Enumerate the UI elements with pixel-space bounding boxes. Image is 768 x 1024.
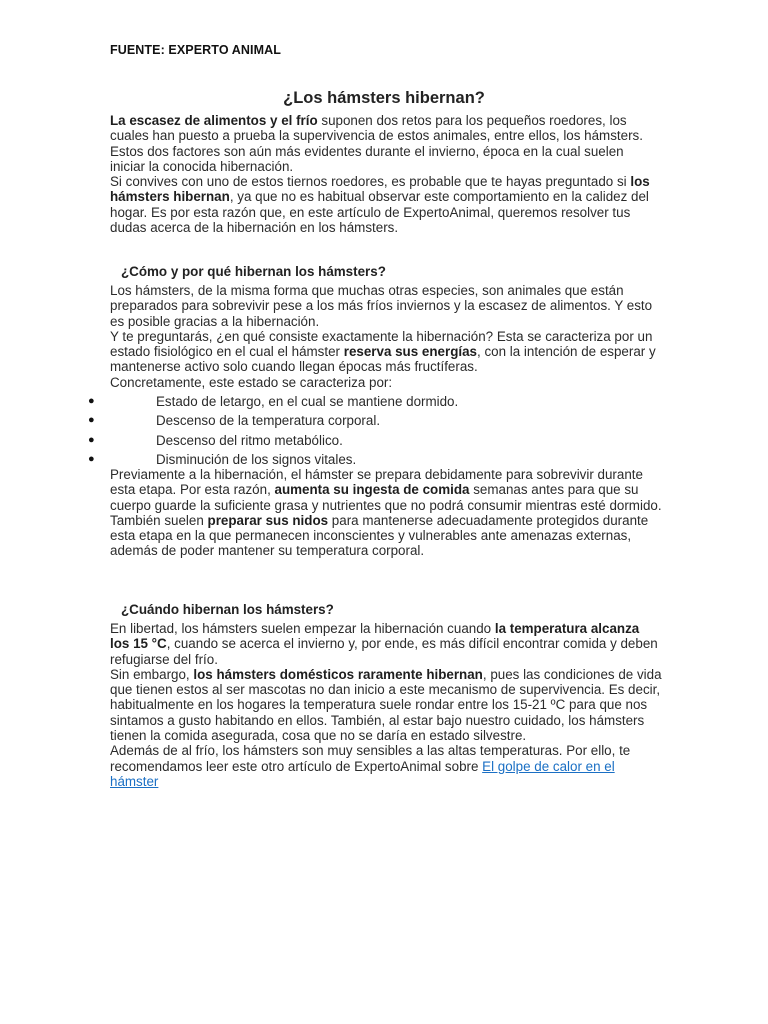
- page-title: ¿Los hámsters hibernan?: [283, 89, 485, 107]
- bullet-icon: ●: [88, 414, 95, 427]
- list-item-text: Descenso de la temperatura corporal.: [156, 413, 381, 429]
- list-item-text: Descenso del ritmo metabólico.: [156, 432, 343, 448]
- section-1-body: [110, 283, 662, 390]
- section-1-text-4b: semanas antes para que su cuerpo guarde la suficiente grasa y nutrientes que no podrá consumir mientras esté dormido. También suelen: [110, 482, 662, 528]
- section-2-text-2b: , pues las condiciones de vida que tienen estos al ser mascotas no dan inicio a este mecanismo de supervivencia. Es decir, habitualmente en los hogares la temperatura suele rondar entre los 15-21 ºC para que nos sintamos a gusto habitando en ellos. También, al estar bajo nuestro cuidado, los hámsters tienen la comida asegurada, cosa que no se daría en estado silvestre.: [110, 666, 662, 744]
- section-2-bold-2: los hámsters domésticos raramente hibernan: [193, 666, 483, 682]
- section-1-paragraph-1: Los hámsters, de la misma forma que muchas otras especies, son animales que están preparados para sobrevivir pese a los más fríos inviernos y la escasez de alimentos. Y esto es posible gracias a la hibernación.: [110, 283, 653, 329]
- intro-section: [110, 113, 662, 235]
- section-2-paragraph-1: [110, 621, 662, 667]
- section-1-paragraph-2: [110, 329, 662, 375]
- intro-bold-1: La escasez de alimentos y el frío: [110, 113, 318, 128]
- section-2-text-1a: En libertad, los hámsters suelen empezar la hibernación cuando: [110, 621, 495, 636]
- intro-text-1: suponen dos retos para los pequeños roedores, los cuales han puesto a prueba la supervivencia de estos animales, entre ellos, los hámsters. Estos dos factores son aún más evidentes durante el invierno, época en la cual suelen iniciar la conocida hibernación.: [110, 113, 643, 174]
- heatstroke-article-link[interactable]: El golpe de calor en el hámster: [110, 758, 615, 789]
- intro-text-2b: , ya que no es habitual observar este comportamiento en la calidez del hogar. Es por esta razón que, en este artículo de ExpertoAnimal, queremos resolver tus dudas acerca de la hibernación en los hámsters.: [110, 189, 649, 236]
- intro-paragraph-2: [110, 174, 662, 235]
- bullet-icon: ●: [88, 433, 95, 446]
- intro-text-2a: Si convives con uno de estos tiernos roedores, es probable que te hayas preguntado si: [110, 174, 631, 190]
- section-2-text-1b: , cuando se acerca el invierno y, por ende, es más difícil encontrar comida y deben refugiarse del frío.: [110, 636, 658, 667]
- section-2-paragraph-3: [110, 743, 662, 789]
- section-2-bold-1: la temperatura alcanza los 15 °C: [110, 621, 640, 652]
- section-2-text-2a: Sin embargo,: [110, 666, 194, 682]
- section-1-text-2b: , con la intención de esperar y mantenerse activo solo cuando llegan épocas más fructíferas.: [110, 344, 656, 375]
- section-1-closing: [110, 467, 662, 559]
- section-1-text-4c: para mantenerse adecuadamente protegidos durante esta etapa en la que permanecen inconscientes y vulnerables ante amenazas externas, además de poder mantener su temperatura corporal.: [110, 512, 649, 559]
- list-item-text: Estado de letargo, en el cual se mantiene dormido.: [156, 394, 459, 409]
- section-1-text-2a: Y te preguntarás, ¿en qué consiste exactamente la hibernación? Esta se caracteriza por un estado fisiológico en el cual el hámster: [110, 328, 653, 360]
- section-1-bold-2: reserva sus energías: [343, 344, 477, 360]
- section-1-bold-4b: preparar sus nidos: [207, 512, 329, 528]
- section-2-paragraph-2: [110, 667, 662, 743]
- bullet-icon: ●: [88, 395, 95, 407]
- section-1-heading: ¿Cómo y por qué hibernan los hámsters?: [121, 264, 386, 279]
- list-item-text: Disminución de los signos vitales.: [156, 451, 357, 467]
- section-1-paragraph-3: Concretamente, este estado se caracteriza por:: [110, 374, 393, 390]
- section-1-text-4a: Previamente a la hibernación, el hámster se prepara debidamente para sobrevivir durante esta etapa. Por esta razón,: [110, 467, 643, 498]
- section-2-body: [110, 621, 662, 789]
- section-2-heading: ¿Cuándo hibernan los hámsters?: [121, 602, 334, 617]
- bullet-icon: ●: [88, 452, 95, 465]
- intro-bold-2: los hámsters hibernan: [110, 174, 650, 205]
- source-label: FUENTE: EXPERTO ANIMAL: [110, 43, 281, 57]
- section-1-bold-4a: aumenta su ingesta de comida: [274, 482, 470, 498]
- section-2-text-3a: Además de al frío, los hámsters son muy sensibles a las altas temperaturas. Por ello, te recomendamos leer este otro artículo de ExpertoAnimal sobre: [110, 743, 631, 774]
- section-1-paragraph-4: [110, 467, 662, 559]
- intro-paragraph-1: [110, 113, 662, 174]
